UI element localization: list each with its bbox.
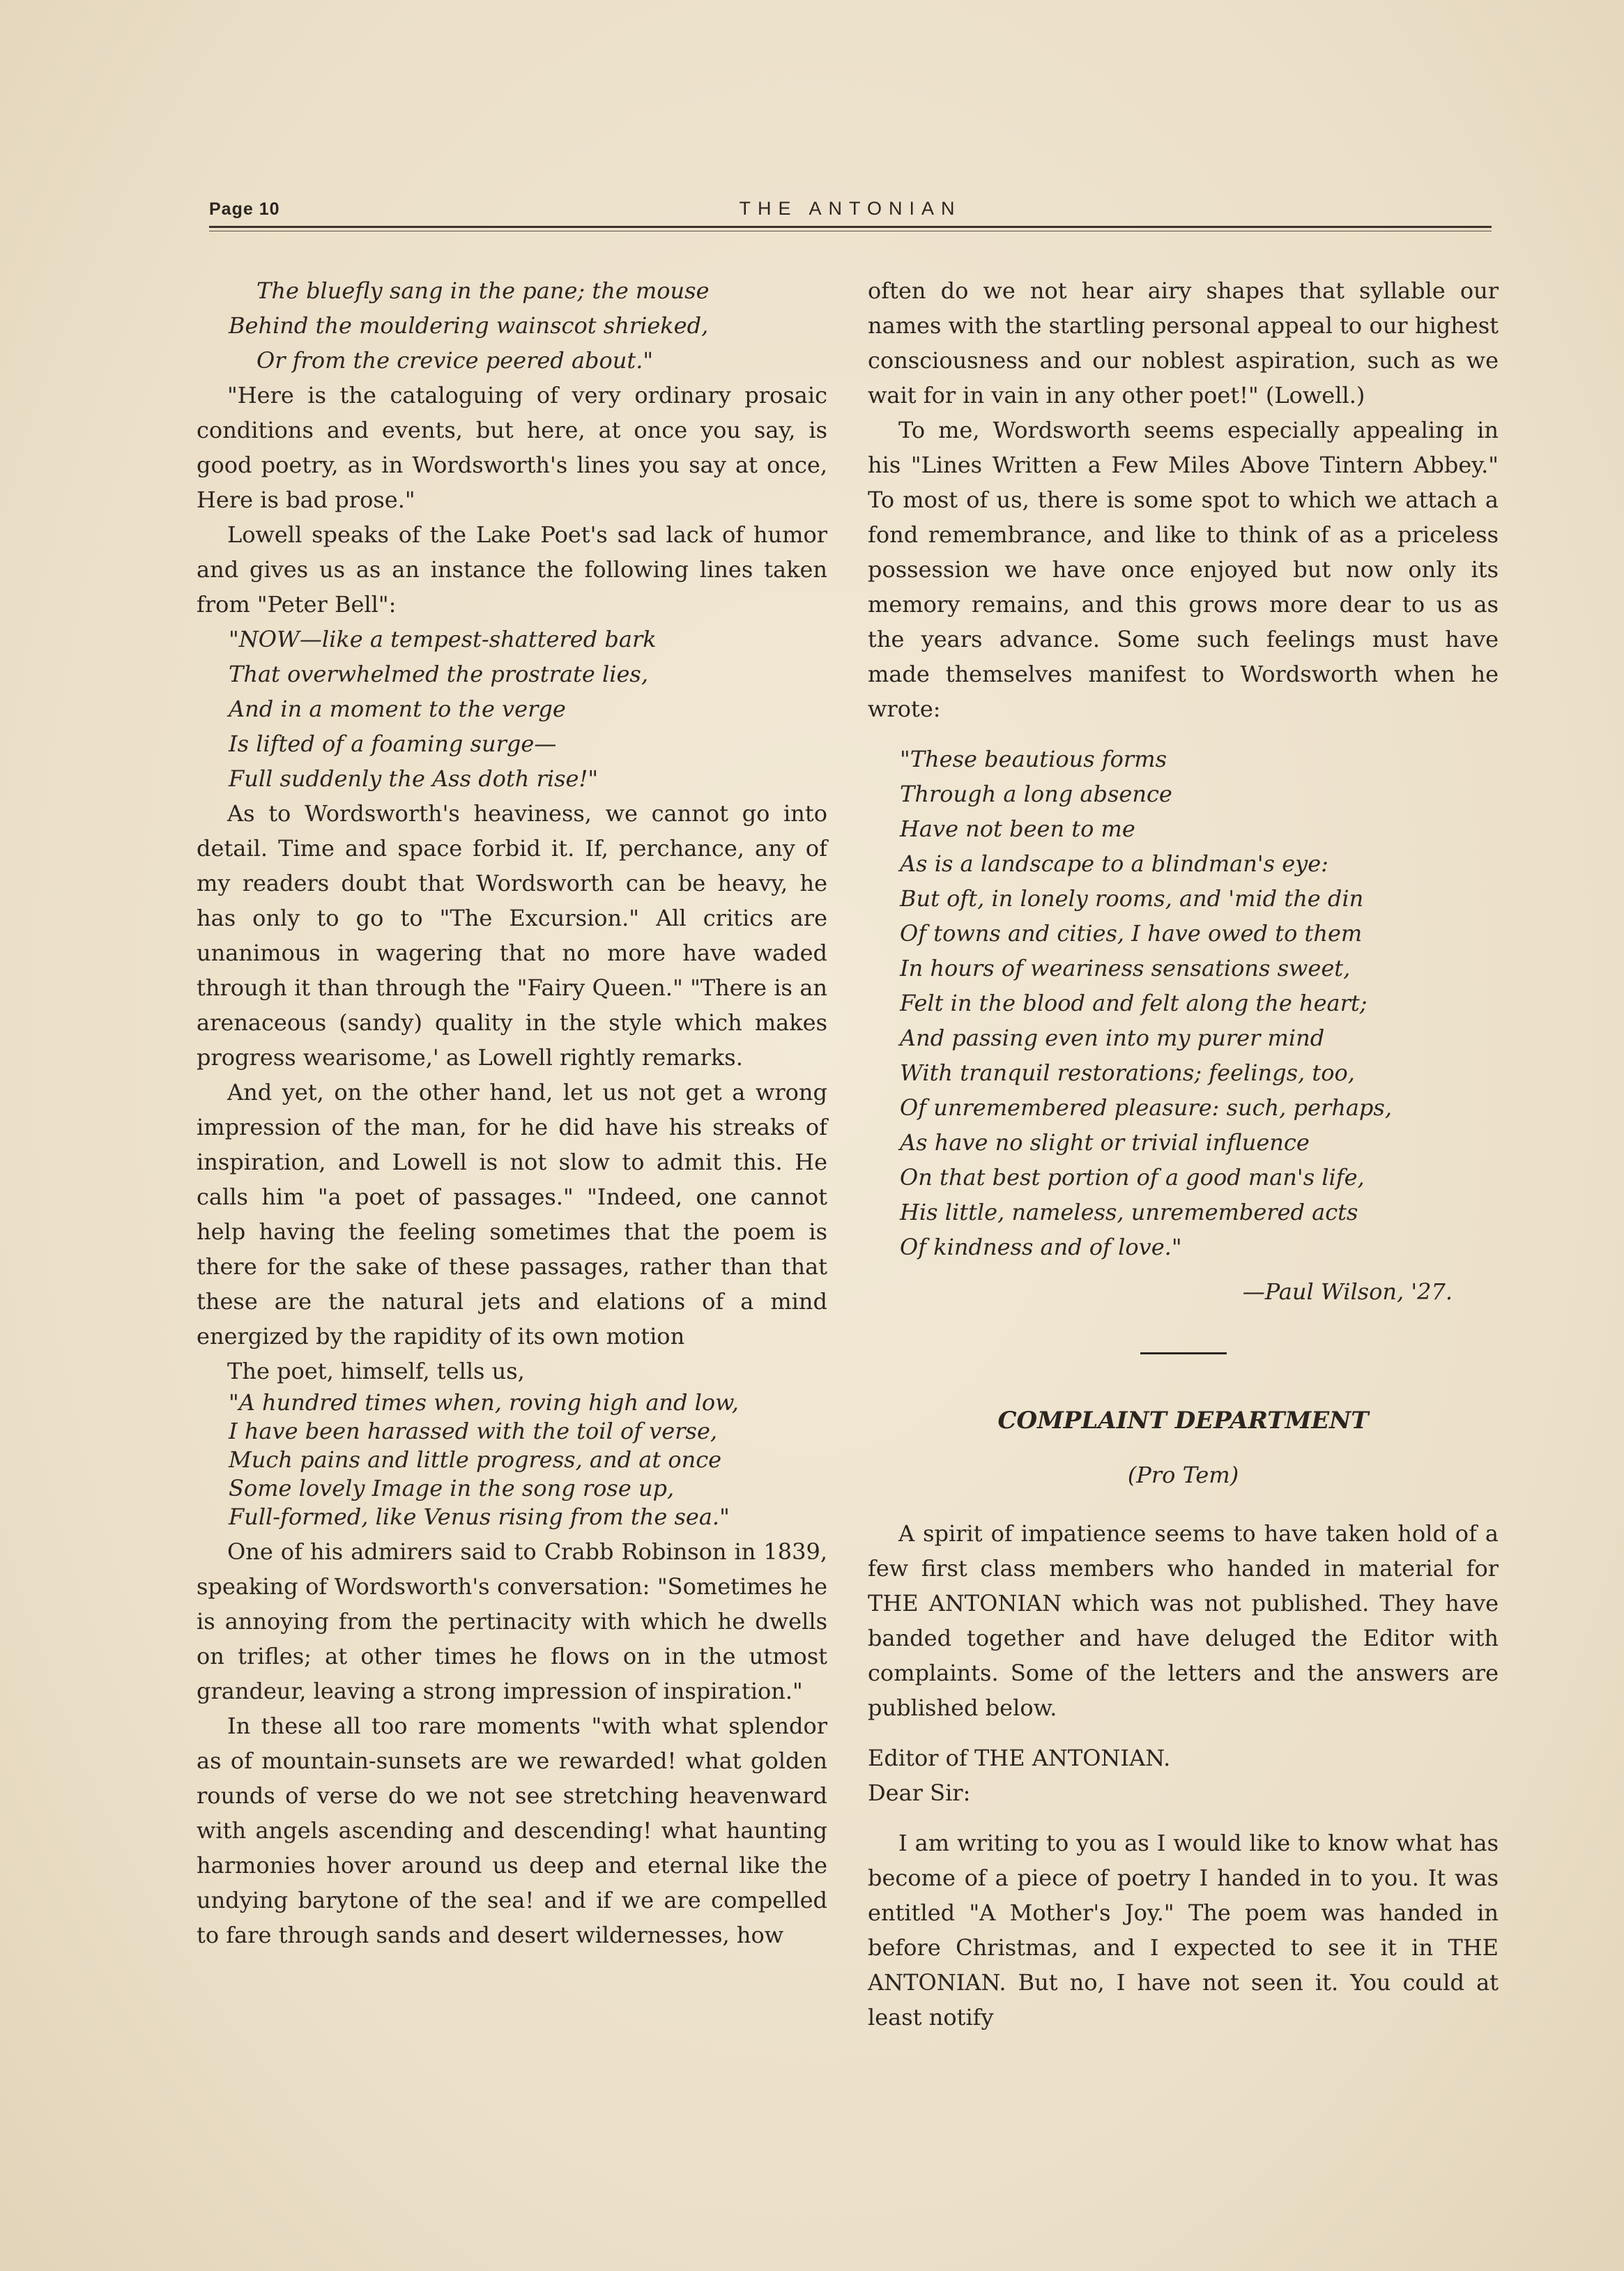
verse-line: Is lifted of a foaming surge— <box>229 731 557 757</box>
verse-line: Full suddenly the Ass doth rise!" <box>229 765 599 792</box>
verse-line: As is a landscape to a blindman's eye: <box>900 850 1328 877</box>
verse-peter-bell <box>197 622 827 796</box>
paragraph: As to Wordsworth's heaviness, we cannot go into detail. Time and space forbid it. If, perchance, any of my readers doubt that Wordsworth can be heavy, he has only to go to "The Excursion." All critics are unanimous in wagering that no more have waded through it than through the "Fairy Queen." "There is an arenaceous (sandy) quality in the style which makes progress wearisome,' as Lowell rightly remarks. <box>197 800 827 1071</box>
verse-tintern-abbey <box>868 742 1499 1264</box>
paragraph: And yet, on the other hand, let us not get a wrong impression of the man, for he did have his streaks of inspiration, and Lowell is not slow to admit this. He calls him "a poet of passages." "Indeed, one cannot help having the feeling sometimes that the poem is there for the sake of these passages, rather than that these are the natural jets and elations of a mind energized by the rapidity of its own motion <box>197 1079 827 1349</box>
verse-line: Of kindness and of love." <box>900 1234 1182 1260</box>
verse-line: His little, nameless, unremembered acts <box>900 1199 1358 1225</box>
paragraph: In these all too rare moments "with what splendor as of mountain-sunsets are we rewarded! what golden rounds of verse do we not see stretching heavenward with angels ascending and descending! what haunting harmonies hover around us deep and eternal like the undying barytone of the sea! and if we are compelled to fare through sands and desert wildernesses, how <box>197 1713 827 1948</box>
verse-line: "These beautious forms <box>900 746 1167 772</box>
verse-line: Of towns and cities, I have owed to them <box>900 920 1363 947</box>
verse-line: Have not been to me <box>900 816 1135 842</box>
letter-salutation: Dear Sir: <box>868 1780 971 1806</box>
paragraph: "Here is the cataloguing of very ordinary prosaic conditions and events, but here, at once you say, is good poetry, as in Wordsworth's lines you say at once, Here is bad prose." <box>197 382 827 513</box>
verse-line: Much pains and little progress, and at once <box>229 1446 722 1473</box>
left-column <box>197 273 827 1952</box>
verse-line: "NOW—like a tempest-shattered bark <box>229 626 657 652</box>
right-column <box>868 273 1499 2035</box>
verse-line: Some lovely Image in the song rose up, <box>229 1475 675 1501</box>
header-rule <box>209 226 1492 228</box>
verse-line: But oft, in lonely rooms, and 'mid the din <box>900 885 1364 912</box>
verse-line: I have been harassed with the toil of verse, <box>229 1418 718 1444</box>
paragraph: A spirit of impatience seems to have taken hold of a few first class members who handed in material for THE ANTONIAN which was not published. They have banded together and have deluged the Editor with complaints. Some of the letters and the answers are published below. <box>868 1520 1499 1721</box>
paragraph: One of his admirers said to Crabb Robinson in 1839, speaking of Wordsworth's conversation: "Sometimes he is annoying from the pertinacity with which he dwells on trifles; at other times he flows on in the utmost grandeur, leaving a strong impression of inspiration." <box>197 1538 827 1704</box>
paragraph: often do we not hear airy shapes that syllable our names with the startling personal appeal to our highest consciousness and our noblest aspiration, such as we wait for in vain in any other poet!" (Lowell.) <box>868 277 1499 408</box>
letter-addressee: Editor of THE ANTONIAN. <box>868 1745 1171 1771</box>
verse-line: And in a moment to the verge <box>229 696 566 722</box>
verse-line: "A hundred times when, roving high and low, <box>229 1389 739 1416</box>
paragraph: To me, Wordsworth seems especially appealing in his "Lines Written a Few Miles Above Tintern Abbey." To most of us, there is some spot to which we attach a fond remembrance, and like to think of as a priceless possession we have once enjoyed but now only its memory remains, and this grows more dear to us as the years advance. Some such feelings must have made themselves manifest to Wordsworth when he wrote: <box>868 417 1499 722</box>
verse-line: Of unremembered pleasure: such, perhaps, <box>900 1094 1392 1121</box>
page-header <box>209 199 1492 227</box>
paragraph: The poet, himself, tells us, <box>227 1358 525 1384</box>
section-title: COMPLAINT DEPARTMENT <box>997 1407 1369 1435</box>
section-subtitle: (Pro Tem) <box>1127 1462 1239 1488</box>
verse-line: The bluefly sang in the pane; the mouse <box>256 277 710 304</box>
verse-bluefly <box>197 273 827 378</box>
verse-line: Felt in the blood and felt along the heart; <box>900 990 1368 1016</box>
verse-line: On that best portion of a good man's life, <box>900 1164 1365 1191</box>
verse-line: Full-formed, like Venus rising from the sea." <box>229 1504 730 1530</box>
verse-line: In hours of weariness sensations sweet, <box>900 955 1351 981</box>
section-divider <box>1140 1352 1227 1354</box>
author-signature: —Paul Wilson, '27. <box>1242 1278 1453 1305</box>
verse-line: Or from the crevice peered about." <box>256 347 654 374</box>
verse-line: As have no slight or trivial influence <box>900 1129 1310 1156</box>
verse-line: And passing even into my purer mind <box>900 1025 1325 1051</box>
verse-line: Through a long absence <box>900 781 1172 807</box>
page-number: Page 10 <box>209 199 280 219</box>
paragraph: Lowell speaks of the Lake Poet's sad lack of humor and gives us as an instance the following lines taken from "Peter Bell": <box>197 521 827 618</box>
publication-title: THE ANTONIAN <box>739 198 962 219</box>
verse-line: Behind the mouldering wainscot shrieked, <box>229 312 709 339</box>
paragraph: I am writing to you as I would like to know what has become of a piece of poetry I handed in to you. It was entitled "A Mother's Joy." The poem was handed in before Christmas, and I expected to see it in THE ANTONIAN. But no, I have not seen it. You could at least notify <box>868 1830 1499 2031</box>
verse-line: With tranquil restorations; feelings, too, <box>900 1060 1355 1086</box>
verse-line: That overwhelmed the prostrate lies, <box>229 661 648 687</box>
verse-hundred-times <box>197 1389 827 1531</box>
